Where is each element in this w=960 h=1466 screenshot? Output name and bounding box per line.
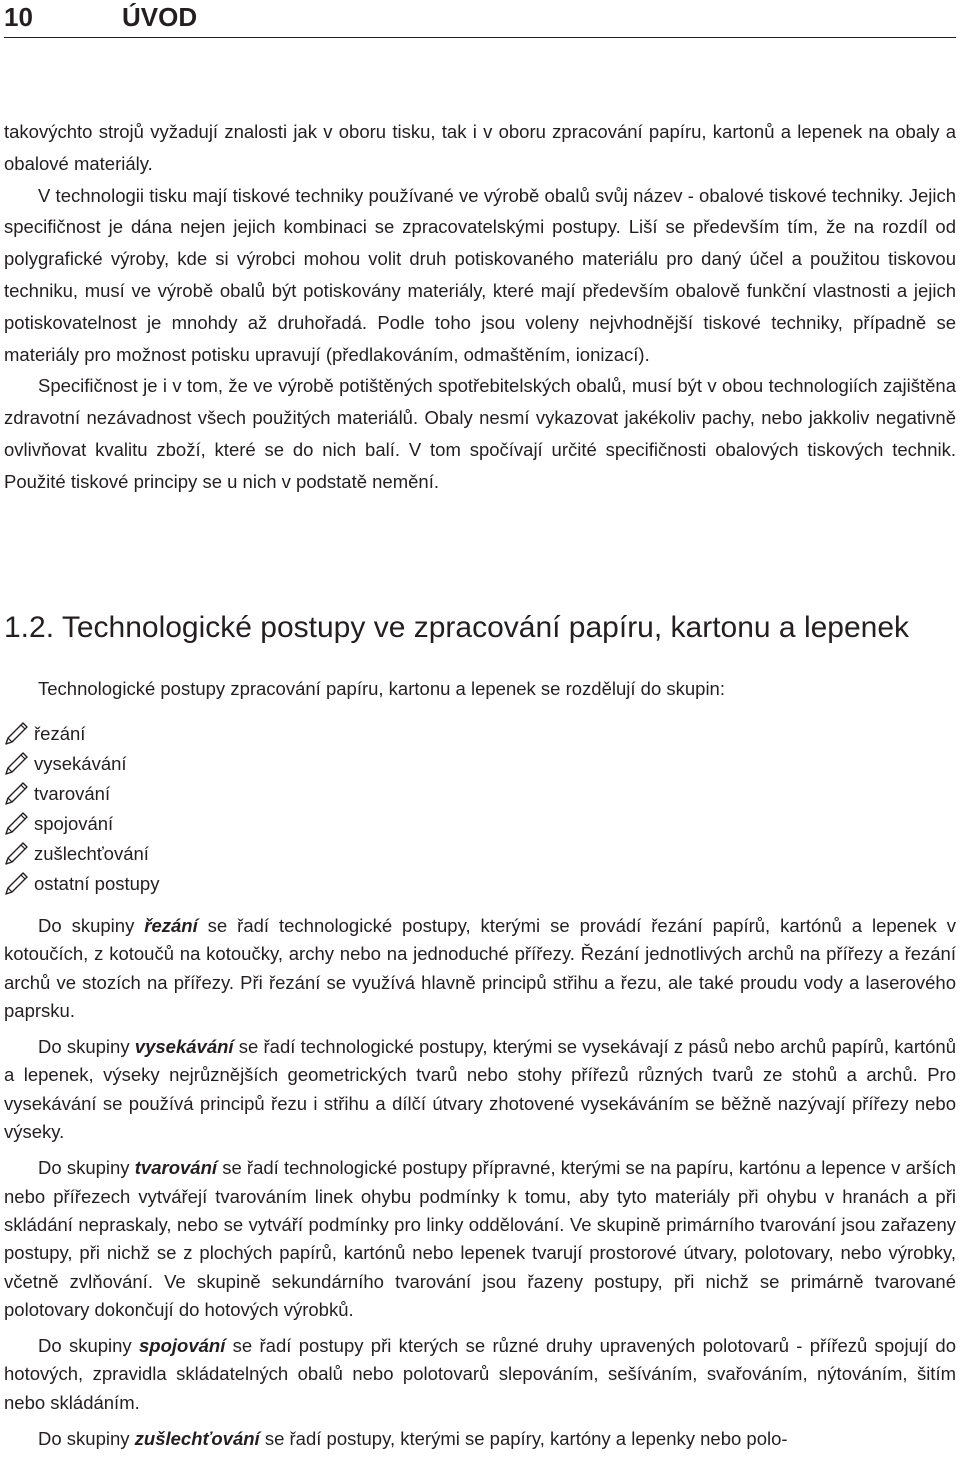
pencil-icon: [4, 808, 34, 838]
section-heading: 1.2. Technologické postupy ve zpracování papíru, kartonu a lepenek: [4, 611, 910, 644]
pencil-icon: [4, 718, 34, 748]
list-item-label: ostatní postupy: [34, 873, 160, 894]
group-keyword: vysekávání: [134, 1036, 234, 1058]
group-keyword: zušlechťování: [134, 1428, 260, 1450]
group-descriptions: [4, 912, 956, 1461]
pencil-icon: [4, 748, 34, 778]
group-text: se řadí technologické postupy, kterými se provádí řezání papírů, kartónů a lepenek v kotoučích, z kotoučů na kotoučky, archy nebo na jednoduché přířezy. Řezání jednotlivých archů na přířezy a řezání archů ve stozích na přířezy. Při řezání se využívá hlavně principů střihu a řezu, ale také proudu vody a laserového paprsku.: [4, 915, 956, 1021]
list-item: [4, 868, 159, 898]
intro-paragraph-3: Specifičnost je i v tom, že ve výrobě potištěných spotřebitelských obalů, musí být v obou technologiích zajištěna zdravotní nezávadnost všech použitých materiálů. Obaly nesmí vykazovat jakékoliv pachy, nebo jakkoliv negativně ovlivňovat kvalitu zboží, které se do nich balí. V tom spočívají určité specifičnosti obalových tiskových technik. Použité tiskové principy se u nich v podstatě nemění.: [4, 375, 956, 492]
list-item: [4, 808, 159, 838]
list-item-label: vysekávání: [34, 753, 127, 774]
page-header: [0, 0, 960, 40]
intro-paragraph-1: takovýchto strojů vyžadují znalosti jak v oboru tisku, tak i v oboru zpracování papíru, kartonů a lepenek na obaly a obalové materiály.: [4, 121, 956, 174]
list-item-label: zušlechťování: [34, 843, 149, 864]
group-keyword: tvarování: [134, 1157, 218, 1179]
pencil-icon: [4, 868, 34, 898]
group-paragraph-vysekavani: [4, 1033, 956, 1146]
group-keyword: spojování: [139, 1335, 226, 1357]
group-paragraph-rezani: [4, 912, 956, 1025]
list-item-label: řezání: [34, 723, 86, 744]
group-text: se řadí postupy při kterých se různé druhy upravených polotovarů - přířezů spojují do hotových, zpravidla skládatelných obalů nebo polotovarů slepováním, sešíváním, svařováním, nýtováním, šitím nebo skládáním.: [4, 1335, 957, 1413]
group-paragraph-tvarovani: [4, 1154, 956, 1324]
group-prefix: Do skupiny: [38, 1036, 135, 1058]
group-keyword: řezání: [144, 915, 198, 936]
group-prefix: Do skupiny: [38, 1157, 135, 1179]
pencil-icon: [4, 778, 34, 808]
group-prefix: Do skupiny: [38, 915, 145, 936]
header-rule: [4, 37, 956, 38]
group-paragraph-zuslechtovani: [4, 1425, 956, 1453]
section-lead: Technologické postupy zpracování papíru, kartonu a lepenek se rozdělují do skupin:: [38, 678, 725, 699]
group-prefix: Do skupiny: [38, 1428, 135, 1450]
intro-paragraph-2: V technologii tisku mají tiskové techniky používané ve výrobě obalů svůj název - obalové tiskové techniky. Jejich specifičnost je dána nejen jejich kombinaci se zpracovatelskými postupy. Liší se především tím, že na rozdíl od polygrafické výroby, kde si výrobci mohou volit druh potiskovaného materiálu pro daný účel a použitou tiskovou techniku, musí ve výrobě obalů být potiskovány materiály, které mají především obalově funkční vlastnosti a jejich potiskovatelnost je mnohdy až druhořadá. Podle toho jsou voleny nejvhodnější tiskové techniky, případně se materiály pro možnost potisku upravují (předlakováním, odmaštěním, ionizací).: [4, 184, 956, 365]
pencil-icon: [4, 838, 34, 868]
page-number: 10: [4, 2, 33, 32]
group-text: se řadí technologické postupy přípravné, kterými se na papíru, kartónu a lepence v arších nebo přířezech vytvářejí tvarováním linek ohybu podmínky k tomu, aby tyto materiály při ohybu v hranách a při skládání nepraskaly, nebo se vytváří podmínky pro linky oddělování. Ve skupině primárního tvarování jsou zařazeny postupy, při nichž se z plochých papírů, kartónů nebo lepenek tvarují prostorové útvary, polotovary, nebo výrobky, včetně zvlňování. Ve skupině sekundárního tvarování jsou řazeny postupy, při nichž se primárně tvarované polotovary dokončují do hotových výrobků.: [4, 1157, 956, 1320]
list-item-label: tvarování: [34, 783, 111, 804]
list-item-label: spojování: [34, 813, 114, 834]
group-paragraph-spojovani: [4, 1332, 956, 1417]
intro-text: [4, 116, 956, 498]
list-item: [4, 778, 159, 808]
list-item: [4, 748, 159, 778]
chapter-title: ÚVOD: [122, 2, 198, 32]
group-text: se řadí technologické postupy, kterými se vysekávají z pásů nebo archů papírů, kartónů a lepenek, výseky nejrůznějších geometrických tvarů nebo stohy přířezů různých tvarů ze stohů a archů. Pro vysekávání se používá principů řezu i střihu a dílčí útvary zhotovené vysekáváním se běžně nazývají přířezy nebo výseky.: [4, 1036, 957, 1143]
group-prefix: Do skupiny: [38, 1335, 139, 1357]
group-text: se řadí postupy, kterými se papíry, kartóny a lepenky nebo polo-: [259, 1428, 788, 1450]
list-item: [4, 838, 159, 868]
process-list: [4, 718, 159, 898]
list-item: [4, 718, 159, 748]
